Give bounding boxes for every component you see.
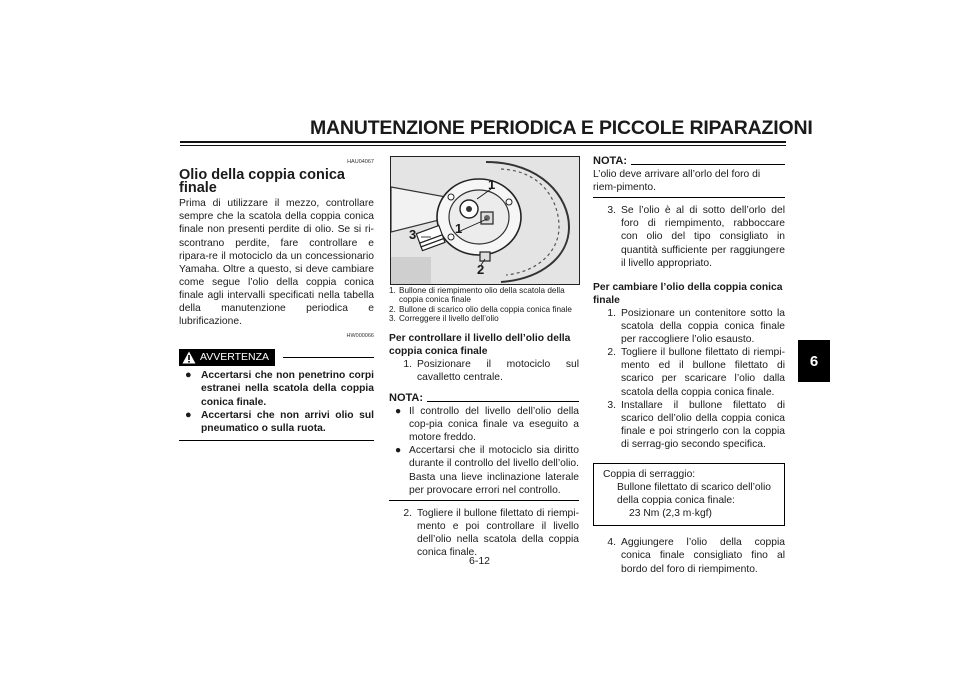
- step-item: 4. Aggiungere l’olio della coppia conica finale consigliato fino al bordo del foro di riempimento.: [607, 537, 785, 575]
- caption-item: 1. Bullone di riempimento olio della scatola della coppia conica finale: [389, 286, 565, 305]
- nota-text: L’olio deve arrivare all’orlo del foro di riem-pimento.: [593, 169, 761, 194]
- nota-header: NOTA:: [389, 392, 579, 405]
- bullet-icon: ●: [395, 406, 402, 418]
- torque-label: Coppia di serraggio:: [603, 468, 696, 480]
- callout-2: 2: [477, 262, 485, 277]
- nota-end-rule: [389, 500, 579, 501]
- warning-triangle-icon: [182, 351, 196, 364]
- caption-item: 3. Correggere il livello dell’olio: [389, 314, 499, 324]
- callout-1-lower: 1: [455, 221, 463, 236]
- check-level-heading: Per controllare il livello dell’olio della coppia conica finale: [389, 332, 571, 357]
- warning-item: ● Accertarsi che non arrivi olio sul pneumatico o sulla ruota.: [185, 408, 374, 434]
- bullet-icon: ●: [185, 369, 192, 382]
- middle-column: [389, 286, 579, 559]
- step-item: 3. Installare il bullone filettato di scarico dell’olio della coppia conica finale e poi stringerlo con la coppia di serrag-gio secondo specifica.: [607, 399, 785, 450]
- nota-item: ● Il controllo del livello dell’olio della cop-pia conica finale va eseguito a motore freddo.: [395, 406, 579, 444]
- step-item: 1. Posizionare il motociclo sul cavalletto centrale.: [403, 358, 579, 383]
- step-item: 1. Posizionare un contenitore sotto la scatola della coppia conica finale per raccogliere l’olio esausto.: [607, 307, 785, 346]
- change-oil-heading: Per cambiare l’olio della coppia conica finale: [593, 281, 783, 306]
- warning-list: [179, 369, 374, 434]
- bullet-icon: ●: [185, 408, 192, 421]
- page-number: 6-12: [469, 555, 491, 567]
- bullet-icon: ●: [395, 445, 402, 457]
- header-rule: [180, 141, 786, 143]
- gearcase-illustration: [390, 156, 580, 285]
- intro-paragraph: Prima di utilizzare il mezzo, controllare sempre che la scatola della coppia conica finale non presenti perdite di olio. Se si ri-scontrano perdite, fare controllare e ripara-re il motociclo da un concessionario Yamaha. Oltre a questo, si deve cambiare come segue l’olio della coppia conica finale agli intervalli specificati nella tabella della manutenzione periodica e lubrificazione.: [179, 198, 374, 328]
- warning-header: [179, 349, 374, 365]
- warning-label: AVVERTENZA: [200, 350, 270, 363]
- nota-item: ● Accertarsi che il motociclo sia diritto durante il controllo del livello dell’olio. Basta una lieve inclinazione laterale per provocare errori nel controllo.: [395, 445, 579, 496]
- warning-label-box: [179, 349, 275, 366]
- section-code: HAU04067: [347, 159, 374, 165]
- torque-spec-box: [593, 463, 785, 526]
- chapter-tab: 6: [798, 340, 830, 382]
- nota-end-rule: [593, 197, 785, 198]
- torque-value: 23 Nm (2,3 m·kgf): [629, 508, 712, 520]
- left-column: [179, 156, 374, 441]
- step-item: 2. Togliere il bullone filettato di riempi-mento e poi controllare il livello dell’olio nella scatola della coppia conica finale.: [403, 507, 579, 559]
- callout-1-upper: 1: [488, 177, 496, 192]
- step-item: 2. Togliere il bullone filettato di riempi-mento ed il bullone filettato di scarico per scaricare l’olio dalla scatola della coppia conica finale.: [607, 347, 785, 398]
- caption-item: 2. Bullone di scarico olio della coppia conica finale: [389, 304, 572, 314]
- final-gear-case-drawing: [391, 157, 579, 284]
- warning-code: HW000066: [346, 333, 374, 340]
- nota-header: NOTA:: [593, 155, 785, 168]
- warning-item: ● Accertarsi che non penetrino corpi estranei nella scatola della coppia conica finale.: [185, 369, 374, 408]
- torque-item: Bullone filettato di scarico dell’olio della coppia conica finale:: [617, 482, 771, 507]
- warning-rule: [283, 357, 374, 358]
- page-title: MANUTENZIONE PERIODICA E PICCOLE RIPARAZIONI: [310, 117, 813, 139]
- section-title: Olio della coppia conica finale: [179, 167, 345, 197]
- right-column: [593, 155, 785, 576]
- callout-3: 3: [409, 227, 417, 242]
- header-rule-thin: [180, 145, 786, 146]
- warning-end-rule: [179, 440, 374, 441]
- step-item: 3. Se l’olio è al di sotto dell’orlo del foro di riempimento, rabboccare con olio del tipo consigliato in quantità sufficiente per raggiungere il livello appropriato.: [607, 205, 785, 269]
- nota-list: [395, 405, 579, 497]
